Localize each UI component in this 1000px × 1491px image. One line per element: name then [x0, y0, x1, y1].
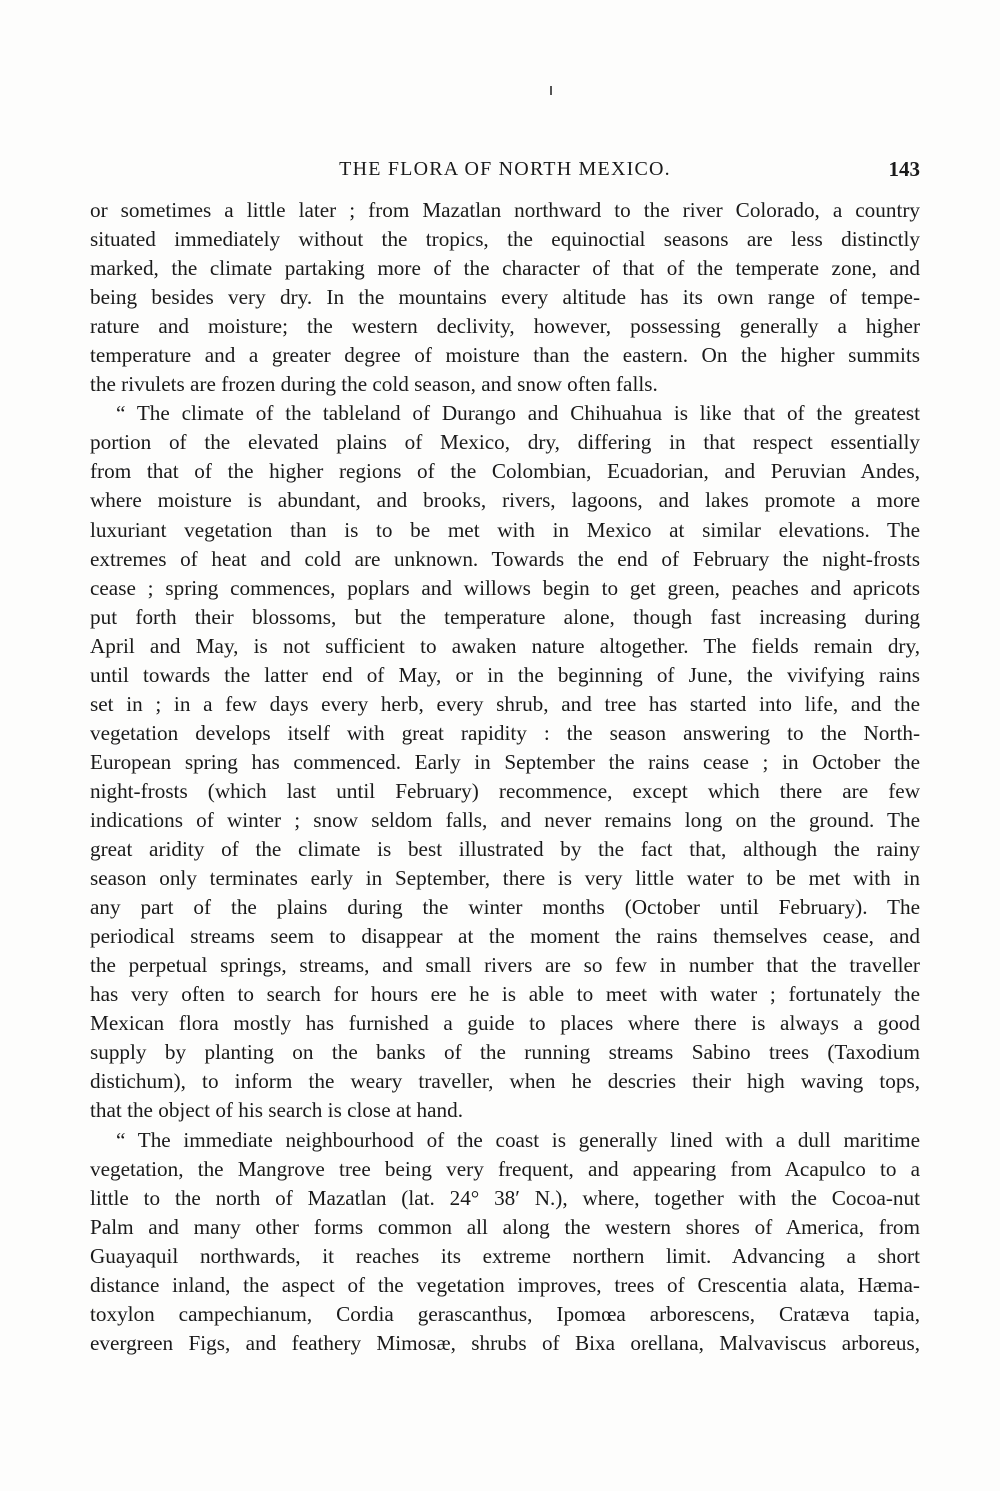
text-line: “ The climate of the tableland of Durango and Chihuahua is like that of the greatest — [116, 401, 920, 426]
text-line: set in ; in a few days every herb, every shrub, and tree has started into life, and the — [90, 691, 920, 716]
text-line: being besides very dry. In the mountains every altitude has its own range of tempe- — [90, 285, 920, 310]
text-line: season only terminates early in September, there is very little water to be met with in — [90, 866, 920, 891]
text-line: Palm and many other forms common all along the western shores of America, from — [90, 1214, 920, 1239]
text-line: vegetation develops itself with great rapidity : the season answering to the North- — [90, 720, 920, 745]
text-line: situated immediately without the tropics, the equinoctial seasons are less distinctly — [90, 227, 920, 252]
body-text — [90, 196, 920, 1358]
running-title: THE FLORA OF NORTH MEXICO. — [339, 158, 671, 180]
text-line: where moisture is abundant, and brooks, rivers, lagoons, and lakes promote a more — [90, 488, 920, 513]
page-number: 143 — [888, 157, 920, 181]
text-line: distance inland, the aspect of the vegetation improves, trees of Crescentia alata, Hæma- — [90, 1272, 920, 1297]
text-line: night-frosts (which last until February) recommence, except which there are few — [90, 778, 920, 803]
text-line: Guayaquil northwards, it reaches its extreme northern limit. Advancing a short — [90, 1243, 920, 1268]
text-line: European spring has commenced. Early in September the rains cease ; in October the — [90, 749, 920, 774]
text-line: the perpetual springs, streams, and small rivers are so few in number that the traveller — [90, 953, 920, 978]
text-line: Mexican flora mostly has furnished a guide to places where there is always a good — [90, 1011, 920, 1036]
text-line: temperature and a greater degree of moisture than the eastern. On the higher summits — [90, 343, 920, 368]
text-line: cease ; spring commences, poplars and willows begin to get green, peaches and apricots — [90, 575, 920, 600]
text-line: the rivulets are frozen during the cold season, and snow often falls. — [90, 372, 658, 397]
text-line: extremes of heat and cold are unknown. Towards the end of February the night-frosts — [90, 546, 920, 571]
text-line: portion of the elevated plains of Mexico, dry, differing in that respect essentially — [90, 430, 920, 455]
ink-speck — [550, 86, 552, 95]
text-line: indications of winter ; snow seldom falls, and never remains long on the ground. The — [90, 807, 920, 832]
text-line: that the object of his search is close at hand. — [90, 1098, 464, 1123]
text-line: rature and moisture; the western declivity, however, possessing generally a higher — [90, 314, 920, 339]
text-line: evergreen Figs, and feathery Mimosæ, shrubs of Bixa orellana, Malvaviscus arboreus, — [90, 1330, 920, 1355]
running-head — [90, 154, 920, 184]
text-line: “ The immediate neighbourhood of the coast is generally lined with a dull maritime — [116, 1127, 920, 1152]
text-line: little to the north of Mazatlan (lat. 24° 38′ N.), where, together with the Cocoa-nut — [90, 1185, 920, 1210]
text-line: any part of the plains during the winter months (October until February). The — [90, 895, 920, 920]
text-line: vegetation, the Mangrove tree being very frequent, and appearing from Acapulco to a — [90, 1156, 920, 1181]
text-line: or sometimes a little later ; from Mazatlan northward to the river Colorado, a country — [90, 198, 920, 222]
text-line: April and May, is not sufficient to awaken nature altogether. The fields remain dry, — [90, 633, 920, 658]
text-line: periodical streams seem to disappear at the moment the rains themselves cease, and — [90, 924, 920, 949]
text-line: supply by planting on the banks of the running streams Sabino trees (Taxodium — [90, 1040, 920, 1065]
text-line: put forth their blossoms, but the temperature alone, though fast increasing during — [90, 604, 920, 629]
text-line: distichum), to inform the weary traveller, when he descries their high waving tops, — [90, 1069, 920, 1094]
text-line: luxuriant vegetation than is to be met with in Mexico at similar elevations. The — [90, 517, 920, 542]
text-line: has very often to search for hours ere he is able to meet with water ; fortunately the — [90, 982, 920, 1007]
text-line: from that of the higher regions of the Colombian, Ecuadorian, and Peruvian Andes, — [90, 459, 920, 484]
text-line: toxylon campechianum, Cordia gerascanthus, Ipomœa arborescens, Cratæva tapia, — [90, 1301, 920, 1326]
text-line: marked, the climate partaking more of the character of that of the temperate zone, and — [90, 256, 920, 281]
text-line: until towards the latter end of May, or in the beginning of June, the vivifying rains — [90, 662, 920, 687]
text-line: great aridity of the climate is best illustrated by the fact that, although the rainy — [90, 837, 920, 862]
